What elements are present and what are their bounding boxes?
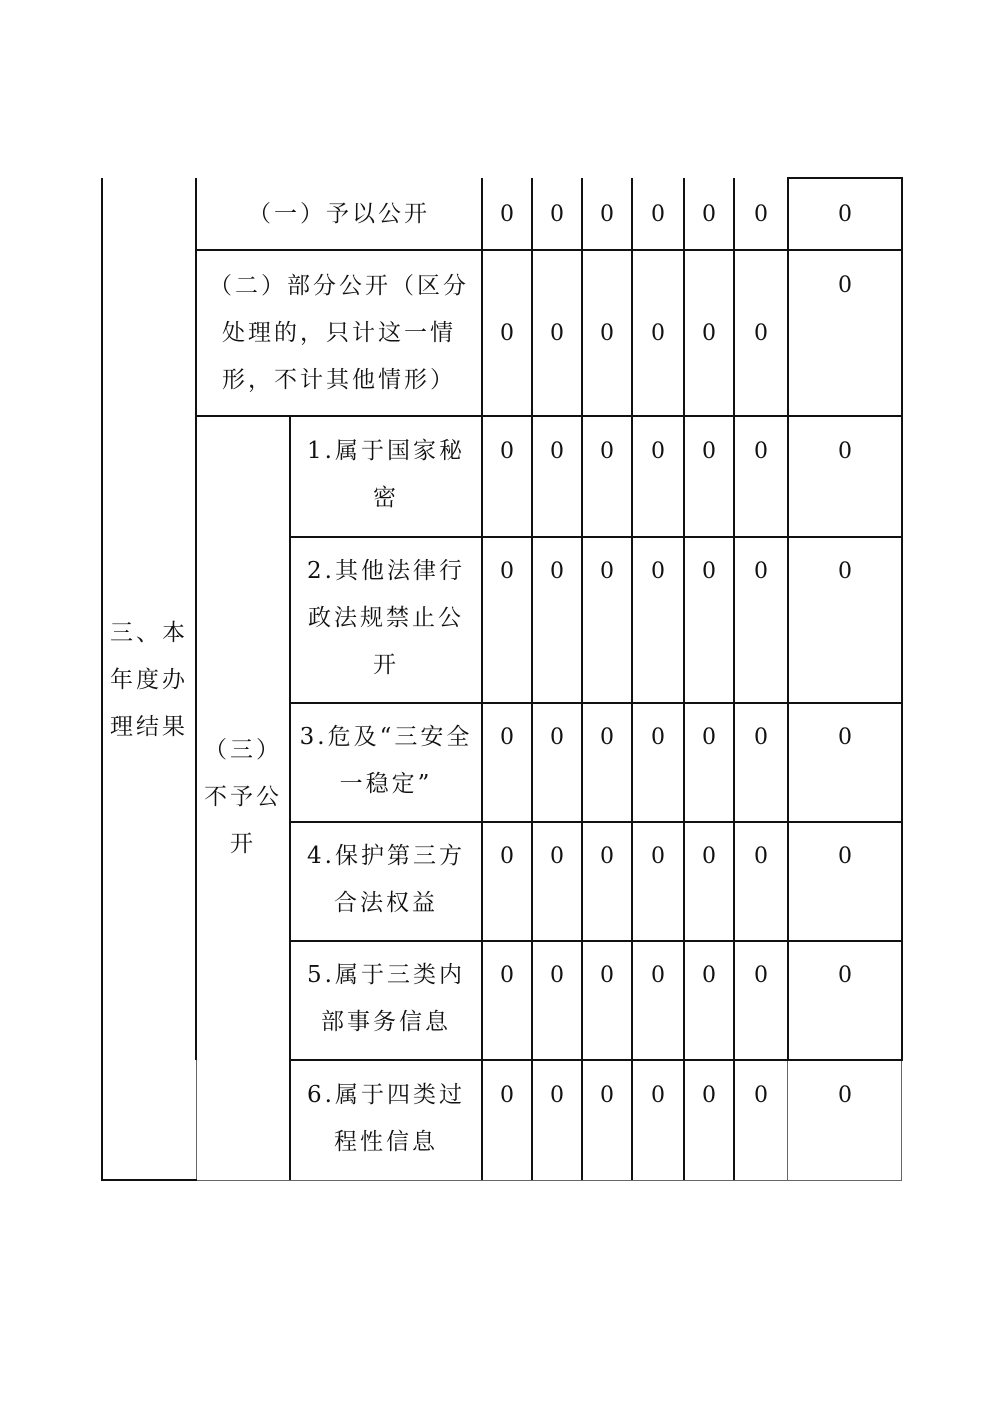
grid-line bbox=[195, 415, 903, 417]
sub-row-value: 0 bbox=[600, 439, 614, 464]
sub-row-total: 0 bbox=[838, 844, 852, 869]
sub-row-value: 0 bbox=[754, 844, 768, 869]
sub-row-value: 0 bbox=[600, 844, 614, 869]
row-public-value-5: 0 bbox=[702, 201, 716, 227]
grid-line bbox=[787, 1060, 788, 1181]
sub-row-value: 0 bbox=[651, 963, 665, 988]
row-partial-label: （二）部分公开（区分处理的，只计这一情形，不计其他情形） bbox=[209, 272, 469, 393]
grid-line bbox=[101, 1179, 197, 1181]
grid-line bbox=[631, 178, 633, 1181]
row-partial-value-1: 0 bbox=[500, 320, 514, 346]
sub-row-value: 0 bbox=[754, 1083, 768, 1108]
row-public-value-1: 0 bbox=[500, 201, 514, 227]
sub-row-value: 0 bbox=[500, 439, 514, 464]
row-public-value-3: 0 bbox=[600, 201, 614, 227]
grid-line bbox=[196, 1060, 197, 1181]
grid-line bbox=[195, 178, 197, 1060]
sub-row-value: 0 bbox=[550, 439, 564, 464]
row-public-value-6: 0 bbox=[754, 201, 768, 227]
grid-line bbox=[289, 416, 291, 1181]
row-partial-value-3: 0 bbox=[600, 320, 614, 346]
grid-line bbox=[197, 1180, 902, 1181]
grid-line bbox=[289, 940, 903, 942]
sub-row-total: 0 bbox=[838, 559, 852, 584]
sub-row-value: 0 bbox=[500, 1083, 514, 1108]
sub-row-value: 0 bbox=[600, 1083, 614, 1108]
sub-row-value: 0 bbox=[702, 439, 716, 464]
grid-line bbox=[787, 177, 903, 179]
grid-line bbox=[901, 178, 903, 1060]
row-public-label: （一）予以公开 bbox=[248, 200, 430, 227]
sub-row-value: 0 bbox=[702, 844, 716, 869]
sub-row-value: 0 bbox=[754, 963, 768, 988]
grid-line bbox=[733, 178, 735, 1181]
sub-row-value: 0 bbox=[550, 559, 564, 584]
grid-line bbox=[901, 1060, 902, 1181]
sub-row-value: 0 bbox=[651, 439, 665, 464]
sub-row-value: 0 bbox=[651, 559, 665, 584]
sub-row-value: 0 bbox=[754, 725, 768, 750]
sub-row-value: 0 bbox=[651, 1083, 665, 1108]
grid-line bbox=[289, 1059, 903, 1061]
row-partial-total: 0 bbox=[838, 273, 852, 298]
grid-line bbox=[289, 702, 903, 704]
sub-row-value: 0 bbox=[702, 963, 716, 988]
grid-line bbox=[101, 178, 103, 1181]
sub-row-label: 6.属于四类过程性信息 bbox=[307, 1082, 465, 1155]
sub-row-value: 0 bbox=[702, 725, 716, 750]
sub-row-value: 0 bbox=[550, 963, 564, 988]
row-public-value-2: 0 bbox=[550, 201, 564, 227]
sub-row-value: 0 bbox=[500, 844, 514, 869]
sub-row-value: 0 bbox=[500, 963, 514, 988]
sub-row-value: 0 bbox=[500, 559, 514, 584]
row-partial-value-2: 0 bbox=[550, 320, 564, 346]
row-partial-value-5: 0 bbox=[702, 320, 716, 346]
grid-line bbox=[683, 178, 685, 1181]
sub-row-value: 0 bbox=[550, 725, 564, 750]
section-label: 三、本年度办理结果 bbox=[110, 619, 188, 740]
row-partial-value-4: 0 bbox=[651, 320, 665, 346]
sub-row-value: 0 bbox=[702, 559, 716, 584]
sub-row-value: 0 bbox=[651, 844, 665, 869]
sub-row-label: 5.属于三类内部事务信息 bbox=[307, 962, 465, 1035]
sub-row-total: 0 bbox=[838, 439, 852, 464]
sub-row-label: 3.危及“三安全一稳定” bbox=[299, 724, 473, 797]
sub-row-total: 0 bbox=[838, 963, 852, 988]
row-partial-value-6: 0 bbox=[754, 320, 768, 346]
sub-row-value: 0 bbox=[754, 559, 768, 584]
sub-row-value: 0 bbox=[600, 725, 614, 750]
grid-line bbox=[531, 178, 533, 1181]
sub-row-value: 0 bbox=[600, 559, 614, 584]
sub-row-total: 0 bbox=[838, 725, 852, 750]
row-withheld-label: （三）不予公开 bbox=[204, 737, 282, 857]
sub-row-value: 0 bbox=[600, 963, 614, 988]
grid-line bbox=[289, 821, 903, 823]
sub-row-value: 0 bbox=[702, 1083, 716, 1108]
sub-row-label: 4.保护第三方合法权益 bbox=[307, 843, 465, 916]
sub-row-value: 0 bbox=[550, 844, 564, 869]
grid-line bbox=[289, 536, 903, 538]
row-public-value-4: 0 bbox=[651, 201, 665, 227]
row-public-total: 0 bbox=[838, 201, 852, 227]
grid-line bbox=[787, 178, 789, 1060]
sub-row-label: 2.其他法律行政法规禁止公开 bbox=[307, 558, 465, 678]
sub-row-value: 0 bbox=[754, 439, 768, 464]
grid-line bbox=[581, 178, 583, 1181]
sub-row-value: 0 bbox=[500, 725, 514, 750]
grid-line bbox=[195, 249, 903, 251]
sub-row-value: 0 bbox=[550, 1083, 564, 1108]
sub-row-value: 0 bbox=[651, 725, 665, 750]
grid-line bbox=[481, 178, 483, 1181]
sub-row-label: 1.属于国家秘密 bbox=[307, 438, 465, 511]
sub-row-total: 0 bbox=[838, 1083, 852, 1108]
